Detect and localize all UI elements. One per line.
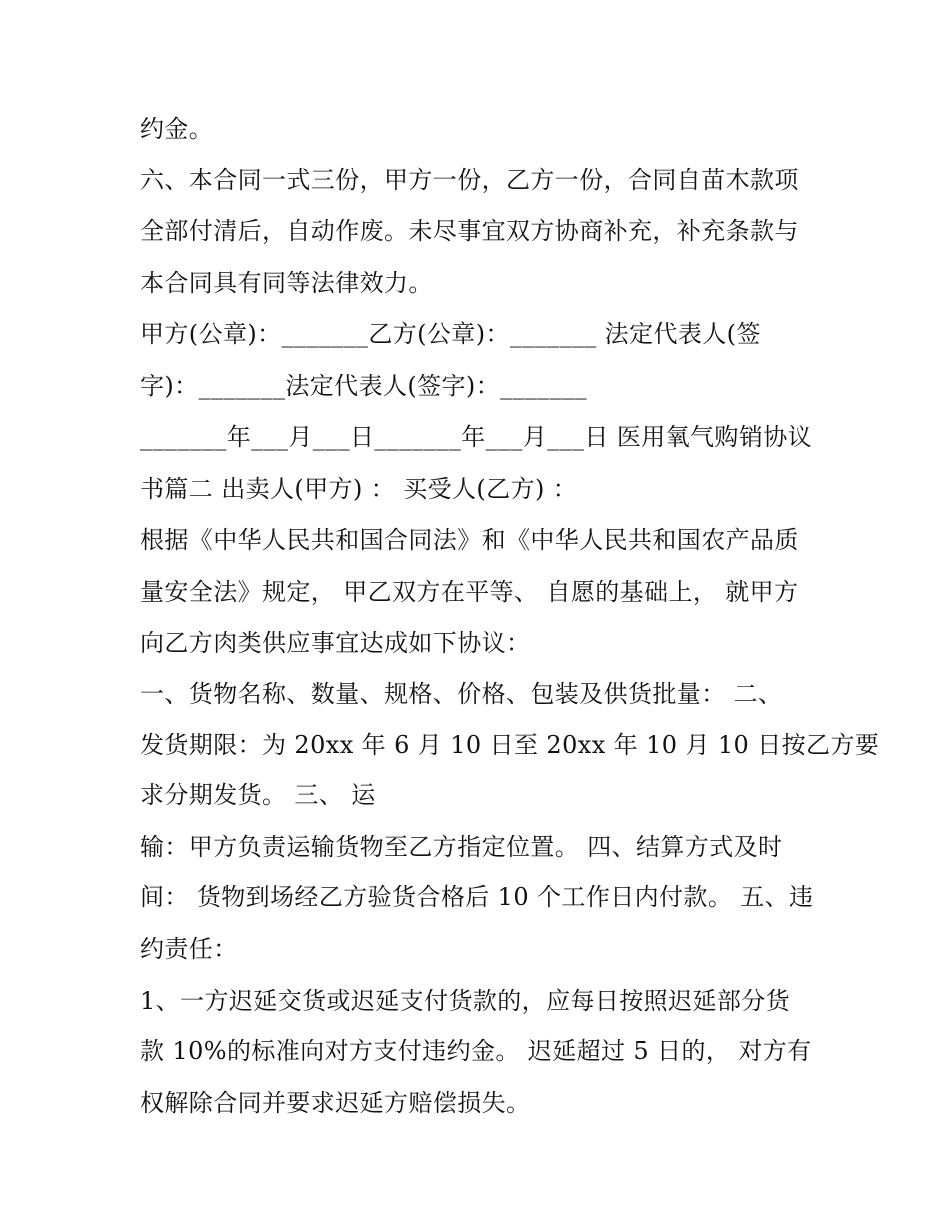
- text-line: 输：甲方负责运输货物至乙方指定位置。 四、结算方式及时: [140, 833, 783, 861]
- text-line: 书篇二 出卖人(甲方) ： 买受人(乙方) ：: [140, 475, 578, 503]
- text-line: 约责任：: [140, 935, 238, 963]
- text-line: 字)：_______法定代表人(签字)：_______: [140, 372, 587, 400]
- text-line: 间： 货物到场经乙方验货合格后 10 个工作日内付款。 五、违: [140, 883, 814, 911]
- text-line: 1、一方迟延交货或迟延支付货款的，应每日按照迟延部分货: [140, 987, 791, 1015]
- text-line: 款 10%的标准向对方支付违约金。 迟延超过 5 日的， 对方有: [140, 1037, 812, 1065]
- text-line: 权解除合同并要求迟延方赔偿损失。: [140, 1089, 531, 1117]
- text-line: 量安全法》规定， 甲乙双方在平等、 自愿的基础上， 就甲方: [140, 578, 799, 606]
- text-line: 六、本合同一式三份，甲方一份，乙方一份，合同自苗木款项: [140, 166, 799, 194]
- text-line: _______年___月___日_______年___月___日 医用氧气购销协议: [140, 423, 813, 451]
- text-line: 根据《中华人民共和国合同法》和《中华人民共和国农产品质: [140, 526, 799, 554]
- text-line: 约金。: [140, 115, 214, 143]
- text-line: 向乙方肉类供应事宜达成如下协议：: [140, 629, 531, 657]
- text-line: 求分期发货。 三、 运: [140, 781, 376, 809]
- text-line: 甲方(公章)：_______乙方(公章)：_______ 法定代表人(签: [140, 320, 761, 348]
- text-line: 一、货物名称、数量、规格、价格、包装及供货批量： 二、: [140, 680, 783, 708]
- text-line: 本合同具有同等法律效力。: [140, 269, 433, 297]
- text-line: 全部付清后，自动作废。未尽事宜双方协商补充，补充条款与: [140, 217, 799, 245]
- text-line: 发货期限：为 20xx 年 6 月 10 日至 20xx 年 10 月 10 日按乙方要: [140, 731, 880, 759]
